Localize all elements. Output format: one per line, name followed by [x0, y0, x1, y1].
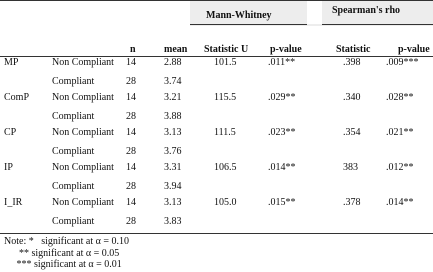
col-header-mean: mean [164, 44, 188, 55]
row-group-label: Compliant [52, 181, 95, 192]
row-mean: 2.88 [164, 57, 182, 68]
row-variable: IP [4, 162, 13, 173]
row-statistic-u: 101.5 [214, 57, 237, 68]
table-bottom-rule [0, 233, 433, 234]
row-statistic-u: 111.5 [214, 127, 236, 138]
row-pvalue-sp: .009*** [386, 57, 419, 68]
row-pvalue-sp: .021** [386, 127, 414, 138]
row-group-label: Non Compliant [52, 57, 114, 68]
table-notes [4, 236, 129, 271]
row-statistic-u: 115.5 [214, 92, 237, 103]
row-group-label: Non Compliant [52, 127, 114, 138]
row-mean: 3.83 [164, 216, 182, 227]
group-rule-spearman [322, 24, 433, 25]
col-header-statistic-u: Statistic U [204, 44, 249, 55]
row-mean: 3.74 [164, 76, 182, 87]
row-variable: MP [4, 57, 19, 68]
row-n: 28 [126, 181, 136, 192]
row-group-label: Non Compliant [52, 162, 114, 173]
note-line: ** significant at α = 0.05 [4, 247, 120, 259]
row-pvalue-mw: .015** [268, 197, 296, 208]
row-n: 14 [126, 57, 136, 68]
top-rule [0, 0, 433, 1]
row-pvalue-mw: .023** [268, 127, 296, 138]
row-statistic: 383 [343, 162, 358, 173]
row-group-label: Compliant [52, 111, 95, 122]
row-variable: ComP [4, 92, 30, 103]
row-n: 14 [126, 197, 136, 208]
group-rule-mann-whitney [190, 24, 307, 25]
group-header-mann-whitney: Mann-Whitney [206, 10, 272, 21]
row-mean: 3.76 [164, 146, 182, 157]
row-pvalue-mw: .014** [268, 162, 296, 173]
row-mean: 3.13 [164, 127, 182, 138]
row-n: 28 [126, 216, 136, 227]
row-n: 14 [126, 92, 136, 103]
row-n: 14 [126, 162, 136, 173]
row-statistic: .354 [343, 127, 361, 138]
row-mean: 3.31 [164, 162, 182, 173]
row-statistic: .398 [343, 57, 361, 68]
note-line: *** significant at α = 0.01 [4, 259, 122, 270]
row-pvalue-mw: .029** [268, 92, 296, 103]
row-pvalue-sp: .028** [386, 92, 414, 103]
row-mean: 3.88 [164, 111, 182, 122]
row-variable: CP [4, 127, 17, 138]
col-header-pvalue-sp: p-value [398, 44, 430, 55]
row-statistic-u: 105.0 [214, 197, 237, 208]
row-statistic-u: 106.5 [214, 162, 237, 173]
row-group-label: Compliant [52, 216, 95, 227]
row-statistic: .378 [343, 197, 361, 208]
row-group-label: Compliant [52, 76, 95, 87]
row-mean: 3.94 [164, 181, 182, 192]
row-pvalue-sp: .012** [386, 162, 414, 173]
group-header-spearman: Spearman's rho [332, 5, 401, 16]
row-group-label: Compliant [52, 146, 95, 157]
col-header-n: n [130, 44, 136, 55]
row-n: 14 [126, 127, 136, 138]
row-variable: I_IR [4, 197, 23, 208]
row-group-label: Non Compliant [52, 92, 114, 103]
note-line: Note: * significant at α = 0.10 [4, 236, 130, 247]
row-mean: 3.13 [164, 197, 182, 208]
row-pvalue-sp: .014** [386, 197, 414, 208]
row-n: 28 [126, 146, 136, 157]
row-n: 28 [126, 111, 136, 122]
col-header-pvalue-mw: p-value [270, 44, 302, 55]
row-statistic: .340 [343, 92, 361, 103]
col-header-statistic: Statistic [336, 44, 371, 55]
row-n: 28 [126, 76, 136, 87]
row-mean: 3.21 [164, 92, 182, 103]
row-group-label: Non Compliant [52, 197, 114, 208]
row-pvalue-mw: .011** [268, 57, 296, 68]
